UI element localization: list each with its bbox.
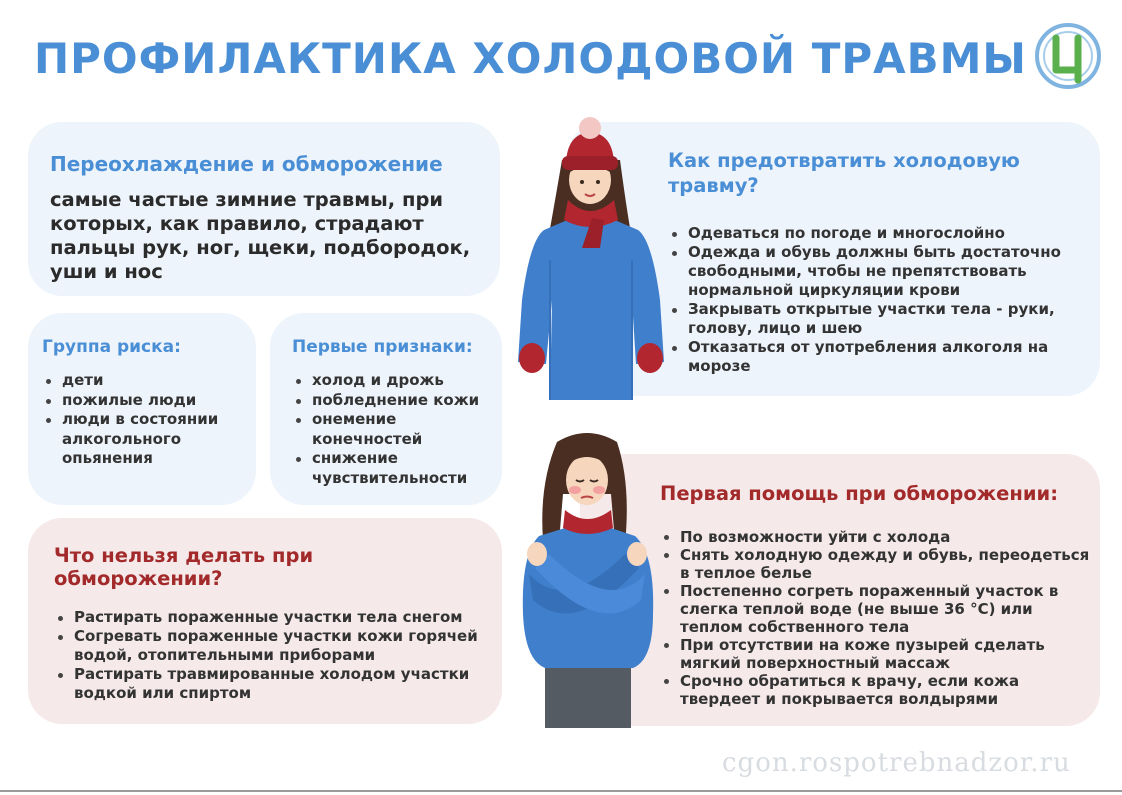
- cold-girl-illustration: [515, 424, 660, 728]
- watermark: cgon.rospotrebnadzor.ru: [722, 748, 1071, 778]
- risk-group-card: [28, 313, 256, 505]
- donts-list: [54, 608, 498, 703]
- prevention-list: [668, 224, 1094, 376]
- first-signs-heading: Первые признаки:: [292, 337, 473, 357]
- list-item: холод и дрожь: [292, 371, 498, 391]
- list-item: пожилые люди: [42, 391, 252, 411]
- list-item: Снять холодную одежду и обувь, переодеться в теплое белье: [660, 546, 1096, 582]
- donts-heading: Что нельзя делать при обморожении?: [54, 544, 314, 590]
- first-aid-list: [660, 528, 1096, 708]
- page-title: ПРОФИЛАКТИКА ХОЛОДОВОЙ ТРАВМЫ: [34, 34, 1027, 83]
- list-item: Срочно обратиться к врачу, если кожа твердеет и покрывается волдырями: [660, 672, 1096, 708]
- risk-group-list: [42, 371, 252, 469]
- list-item: Растирать пораженные участки тела снегом: [54, 608, 498, 627]
- list-item: побледнение кожи: [292, 391, 498, 411]
- hypothermia-text: самые частые зимние травмы, при которых, как правило, страдают пальцы рук, ног, щеки, подбородок, уши и нос: [50, 188, 471, 283]
- list-item: Согревать пораженные участки кожи горячей водой, отопительными приборами: [54, 627, 498, 665]
- hypothermia-card: [28, 122, 500, 296]
- list-item: Закрывать открытые участки тела - руки, голову, лицо и шею: [668, 300, 1094, 338]
- list-item: снижение чувствительности: [292, 449, 498, 488]
- hypothermia-heading: Переохлаждение и обморожение: [50, 152, 443, 176]
- list-item: онемение конечностей: [292, 410, 498, 449]
- list-item: дети: [42, 371, 252, 391]
- donts-card: [28, 518, 502, 724]
- list-item: По возможности уйти с холода: [660, 528, 1096, 546]
- list-item: Растирать травмированные холодом участки водкой или спиртом: [54, 665, 498, 703]
- list-item: Постепенно согреть пораженный участок в слегка теплой воде (не выше 36 °С) или теплом собственного тела: [660, 582, 1096, 636]
- rospotrebnadzor-logo: [1034, 22, 1102, 90]
- girl-winter-clothes-illustration: [510, 110, 670, 400]
- list-item: При отсутствии на коже пузырей сделать мягкий поверхностный массаж: [660, 636, 1096, 672]
- list-item: Отказаться от употребления алкоголя на морозе: [668, 338, 1094, 376]
- list-item: люди в состоянии алкогольного опьянения: [42, 410, 252, 469]
- prevention-heading: Как предотвратить холодовую травму?: [668, 149, 1020, 197]
- first-aid-heading: Первая помощь при обморожении:: [660, 482, 1059, 505]
- risk-group-heading: Группа риска:: [42, 337, 181, 357]
- divider: [0, 790, 1122, 792]
- first-signs-list: [292, 371, 498, 488]
- list-item: Одежда и обувь должны быть достаточно свободными, чтобы не препятствовать нормальной циркуляции крови: [668, 243, 1094, 300]
- list-item: Одеваться по погоде и многослойно: [668, 224, 1094, 243]
- first-signs-card: [270, 313, 502, 505]
